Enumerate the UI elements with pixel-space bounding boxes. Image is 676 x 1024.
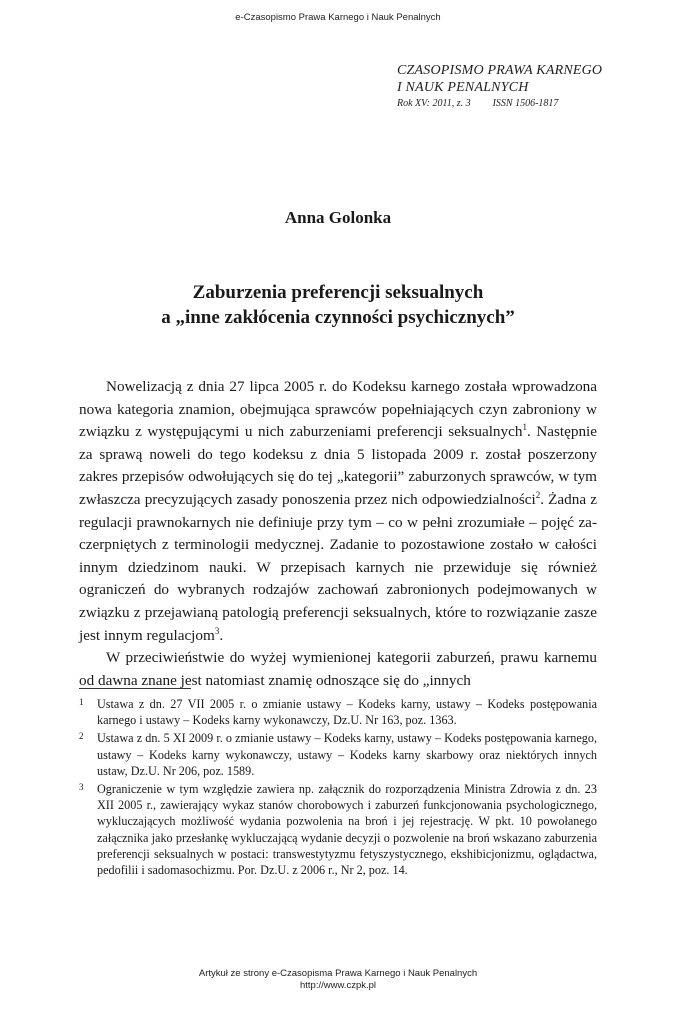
footnote-2 — [79, 730, 597, 779]
journal-title-line-2: I NAUK PENALNYCH — [397, 80, 529, 95]
footnote-ref-2: 2 — [535, 489, 541, 500]
journal-issue: Rok XV: 2011, z. 3 — [397, 98, 471, 109]
footnotes — [79, 696, 597, 880]
journal-issue-meta — [397, 97, 637, 111]
article-title-line-2: a „inne zakłócenia czynności psychicznych” — [161, 307, 515, 328]
top-banner: e-Czasopismo Prawa Karnego i Nauk Penalnych — [235, 12, 441, 23]
paragraph-2: W przeciwieństwie do wyżej wymienionej kategorii zaburzeń, prawu karnemu od dawna znane jest natomiast znamię odnoszące się do „innych — [79, 649, 597, 689]
journal-issn: ISSN 1506-1817 — [492, 98, 559, 109]
paragraph-1-text-d: . — [219, 626, 224, 644]
footnote-ref-1: 1 — [522, 422, 527, 433]
footnote-3 — [79, 781, 597, 878]
footnote-text: Ograniczenie w tym względzie zawiera np. załącznik do rozporządzenia Ministra Zdrowia z dn. 23 XII 2005 r., zawierający wykaz stanów chorobowych i zaburzeń funkcjonowania psychologicznego, wykluczających możliwość wydania pozwolenia na broń i jej rejestrację. W pkt. 10 powołanego załącznika jako przesłankę wykluczającą wydanie decyzji o pozwolenie na broń wskazano zaburzenia preferencji seksualnych w postaci: transwestytyzmu fetyszystycznego, ekshibicjonizmu, oglądactwa, pedofilii i sadomasochizmu. Por. Dz.U. z 2006 r., Nr 2, poz. 14. — [97, 782, 597, 878]
footnote-text: Ustawa z dn. 5 XI 2009 r. o zmianie ustawy – Kodeks karny, ustawy – Kodeks postępowania karnego, ustawy – Kodeks karny wykonawczy, ustawy – Kodeks karny skarbowy oraz niektórych innych ustaw, Dz.U. Nr 206, poz. 1589. — [97, 731, 597, 778]
paragraph-1 — [79, 376, 597, 647]
journal-header — [397, 62, 637, 111]
article-title — [60, 280, 616, 330]
article-title-line-1: Zaburzenia preferencji seksualnych — [192, 282, 484, 303]
footer-source-text: Artykuł ze strony e-Czasopisma Prawa Karnego i Nauk Penalnych — [198, 968, 478, 979]
journal-title-line-1: CZASOPISMO PRAWA KARNEGO — [397, 63, 603, 78]
footnote-ref-3: 3 — [214, 625, 220, 636]
article-body — [79, 376, 597, 692]
footnote-separator — [79, 688, 191, 689]
article-author: Anna Golonka — [284, 208, 392, 227]
footnote-text: Ustawa z dn. 27 VII 2005 r. o zmianie ustawy – Kodeks karny, ustawy – Kodeks postępowania karnego i ustawy – Kodeks karny wykonawczy, Dz.U. Nr 163, poz. 1363. — [97, 697, 597, 728]
footnote-number: 3 — [79, 782, 84, 793]
paragraph-1-text-b: . Następnie za sprawą noweli do tego kodeksu z dnia 5 listopada 2009 r. został poszerzony zakres przepisów odwołujących się do tej „kategorii” zaburzonych sprawców, w tym zwłaszcza precyzujących zasady ponoszenia przez nich odpowiedzialności — [79, 423, 597, 508]
footnote-1 — [79, 696, 597, 728]
footer-url-link[interactable]: http://www.czpk.pl — [299, 980, 377, 991]
paragraph-1-text-c: . Żadna z regulacji prawnokarnych nie definiuje przy tym – co w pełni zrozumiałe – pojęć zaczerpniętych z terminologii medycznej. Zadanie to pozostawione zostało w całości innym dziedzinom nauki. W przepisach karnych nie przewiduje się również ograniczeń do wybranych rodzajów zachowań zabronionych podejmowanych w związku z przejawianą patologią preferencji seksualnych, które to rozwiązanie zasze jest innym regulacjom — [79, 490, 597, 644]
footnote-number: 1 — [79, 697, 84, 707]
bottom-banner — [0, 968, 676, 992]
footnote-number: 2 — [79, 731, 84, 742]
paragraph-1-text-a: Nowelizacją z dnia 27 lipca 2005 r. do Kodeksu karnego została wprowadzona nowa kategoria znamion, obejmująca sprawców popełniających czyn zabroniony w związku z występującymi u nich zaburzeniami preferencji seksualnych — [79, 378, 597, 441]
